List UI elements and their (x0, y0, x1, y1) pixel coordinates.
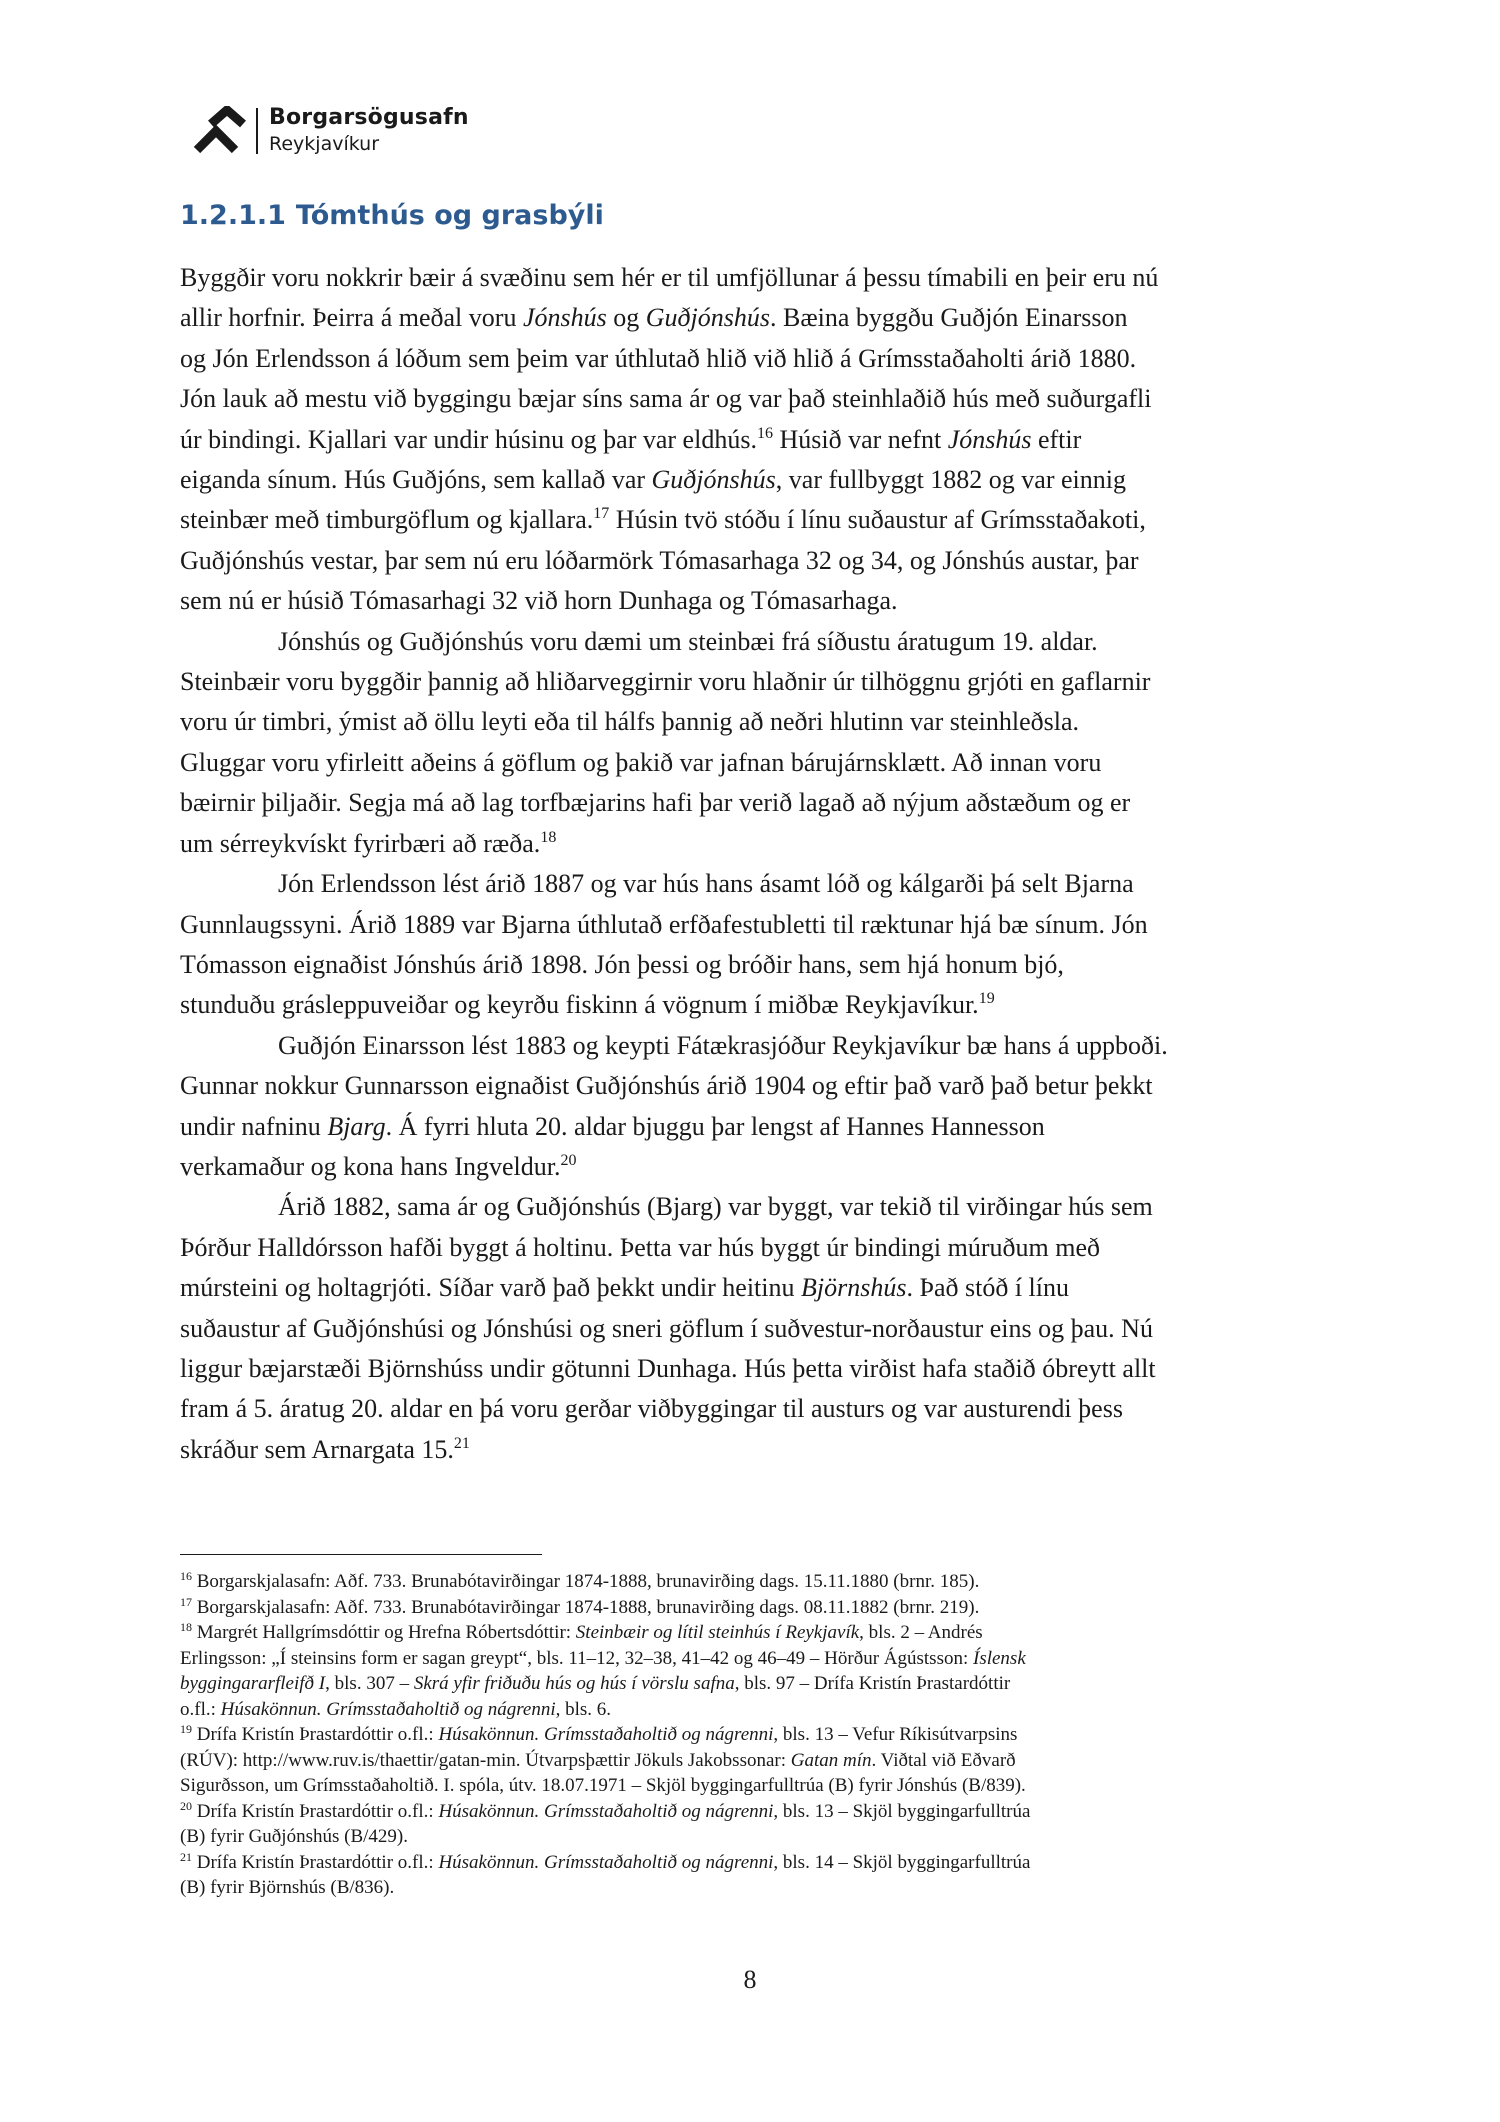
body-line (180, 1268, 1330, 1308)
footnote-line (180, 1671, 1330, 1697)
footnote-line (180, 1595, 1330, 1621)
text-run: , bls. 13 – Vefur Ríkisútvarpsins (773, 1724, 1018, 1745)
italic-text: Guðjónshús (645, 303, 770, 333)
text-run: stunduðu grásleppuveiðar og keyrðu fiskinn á vögnum í miðbæ Reykjavíkur. (180, 990, 979, 1020)
footnote-line (180, 1722, 1330, 1748)
body-line (180, 420, 1330, 460)
page-number: 8 (743, 1965, 757, 1994)
text-run: Gluggar voru yfirleitt aðeins á göflum og þakið var jafnan bárujárnsklætt. Að innan voru (180, 747, 1102, 777)
body-line (180, 1349, 1330, 1389)
body-line (180, 1107, 1330, 1147)
text-run: Þórður Halldórsson hafði byggt á holtinu. Þetta var hús byggt úr bindingi múruðum með (180, 1232, 1101, 1262)
footnote-ref: 16 (180, 1569, 192, 1583)
body-line (180, 500, 1330, 540)
footnote-ref: 19 (180, 1722, 192, 1736)
section-title: Tómthús og grasbýli (295, 200, 604, 231)
text-run: voru úr timbri, ýmist að öllu leyti eða til hálfs þannig að neðri hlutinn var steinhleðsla. (180, 707, 1079, 737)
body-line (180, 298, 1330, 338)
body-line (180, 1187, 1330, 1227)
footnote-ref: 21 (180, 1849, 192, 1864)
text-run: Erlingsson: „Í steinsins form er sagan greypt“, bls. 11–12, 32–38, 41–42 og 46–49 – Hörður Ágústsson: (180, 1647, 973, 1669)
text-run: (RÚV): http://www.ruv.is/thaettir/gatan-min. Útvarpsþættir Jökuls Jakobssonar: (180, 1749, 791, 1771)
italic-text: Steinbæir og lítil steinhús í Reykjavík (575, 1622, 860, 1643)
italic-text: Guðjónshús (651, 465, 776, 495)
text-run: Drífa Kristín Þrastardóttir o.fl.: (192, 1851, 439, 1873)
text-run: bæirnir þiljaðir. Segja má að lag torfbæjarins hafi þar verið lagað að nýjum aðstæðum og er (180, 788, 1131, 818)
footnotes (180, 1569, 1330, 1901)
text-run: Borgarskjalasafn: Aðf. 733. Brunabótavirðingar 1874-1888, brunavirðing dags. 15.11.1880 (brnr. 185). (192, 1571, 980, 1592)
logo-name: Borgarsögusafn (269, 105, 469, 130)
text-run: . Viðtal við Eðvarð (871, 1749, 1016, 1771)
body-line (180, 581, 1330, 621)
body-line (180, 743, 1330, 783)
text-run: Jón Erlendsson lést árið 1887 og var hús hans ásamt lóð og kálgarði þá selt Bjarna (278, 869, 1134, 899)
footnote-line (180, 1697, 1330, 1723)
text-run: , bls. 307 – (325, 1673, 414, 1694)
body-line (180, 622, 1330, 662)
body-line (180, 1066, 1330, 1106)
body-line (180, 541, 1330, 581)
body-line (180, 905, 1330, 945)
italic-text: Húsakönnun. Grímsstaðaholtið og nágrenni (220, 1698, 556, 1720)
chevron-logo-icon (193, 106, 249, 154)
body-line (180, 985, 1330, 1025)
footnote-line (180, 1824, 1330, 1850)
body-line (180, 1228, 1330, 1268)
text-run: Árið 1882, sama ár og Guðjónshús (Bjarg) var byggt, var tekið til virðingar hús sem (278, 1192, 1153, 1222)
body-text (180, 258, 1330, 1470)
body-line (180, 783, 1330, 823)
italic-text: Jónshús (947, 424, 1032, 454)
footnote-ref: 16 (756, 424, 773, 442)
footnote-line (180, 1748, 1330, 1774)
italic-text: Íslensk (973, 1647, 1026, 1669)
text-run: Jónshús og Guðjónshús voru dæmi um steinbæi frá síðustu áratugum 19. aldar. (278, 626, 1098, 656)
footnote-ref: 20 (180, 1798, 192, 1813)
text-run: , bls. 97 – Drífa Kristín Þrastardóttir (734, 1673, 1011, 1694)
text-run: skráður sem Arnargata 15. (180, 1434, 454, 1464)
italic-text: Húsakönnun. Grímsstaðaholtið og nágrenni (438, 1724, 774, 1745)
text-run: . Á fyrri hluta 20. aldar bjuggu þar lengst af Hannes Hannesson (385, 1111, 1045, 1141)
logo-subtitle: Reykjavíkur (269, 133, 380, 155)
body-line (180, 824, 1330, 864)
text-run: suðaustur af Guðjónshúsi og Jónshúsi og sneri göflum í suðvestur-norðaustur eins og þau. Nú (180, 1313, 1153, 1343)
text-run: fram á 5. áratug 20. aldar en þá voru gerðar viðbyggingar til austurs og var austurendi þess (180, 1394, 1123, 1424)
footnote-ref: 17 (593, 505, 610, 523)
text-run: og Jón Erlendsson á lóðum sem þeim var úthlutað hlið við hlið á Grímsstaðaholti árið 1880. (180, 343, 1137, 373)
text-run: og (606, 303, 646, 333)
text-run: Drífa Kristín Þrastardóttir o.fl.: (192, 1800, 439, 1822)
italic-text: Björnshús (801, 1273, 907, 1303)
text-run: . Það stóð í línu (906, 1273, 1069, 1303)
text-run: , var fullbyggt 1882 og var einnig (775, 465, 1126, 495)
text-run: Jón lauk að mestu við byggingu bæjar síns sama ár og var það steinhlaðið hús með suðurgafli (180, 384, 1152, 414)
body-line (180, 864, 1330, 904)
body-line (180, 1147, 1330, 1187)
footnote-line (180, 1646, 1330, 1672)
body-line (180, 945, 1330, 985)
footnote-ref: 18 (180, 1620, 192, 1634)
text-run: Margrét Hallgrímsdóttir og Hrefna Róbertsdóttir: (192, 1622, 576, 1643)
body-line (180, 662, 1330, 702)
body-line (180, 1389, 1330, 1429)
body-line (180, 1026, 1330, 1066)
italic-text: Gatan mín (790, 1749, 872, 1771)
text-run: múrsteini og holtagrjóti. Síðar varð það þekkt undir heitinu (180, 1273, 802, 1303)
text-run: , bls. 14 – Skjöl byggingarfulltrúa (773, 1851, 1031, 1873)
text-run: , bls. 6. (555, 1698, 612, 1720)
footnote-line (180, 1620, 1330, 1646)
italic-text: Jónshús (522, 303, 607, 333)
text-run: Drífa Kristín Þrastardóttir o.fl.: (192, 1724, 439, 1745)
text-run: (B) fyrir Björnshús (B/836). (180, 1877, 395, 1898)
text-run: , bls. 13 – Skjöl byggingarfulltrúa (773, 1800, 1031, 1822)
body-line (180, 702, 1330, 742)
text-run: allir horfnir. Þeirra á meðal voru (180, 303, 523, 333)
text-run: Gunnlaugssyni. Árið 1889 var Bjarna úthlutað erfðafestubletti til ræktunar hjá bæ sínum. Jón (180, 909, 1148, 939)
text-run: o.fl.: (180, 1698, 221, 1720)
text-run: Guðjón Einarsson lést 1883 og keypti Fátækrasjóður Reykjavíkur bæ hans á uppboði. (278, 1030, 1168, 1060)
text-run: Byggðir voru nokkrir bæir á svæðinu sem hér er til umfjöllunar á þessu tímabili en þeir eru nú (180, 263, 1159, 292)
footnote-ref: 20 (560, 1151, 577, 1169)
museum-logo (193, 104, 493, 160)
italic-text: Húsakönnun. Grímsstaðaholtið og nágrenni (438, 1800, 774, 1822)
footnote-line (180, 1569, 1330, 1595)
text-run: Borgarskjalasafn: Aðf. 733. Brunabótavirðingar 1874-1888, brunavirðing dags. 08.11.1882 (brnr. 219). (192, 1596, 980, 1618)
text-run: , bls. 2 – Andrés (859, 1622, 983, 1643)
section-heading (180, 200, 604, 231)
italic-text: Húsakönnun. Grímsstaðaholtið og nágrenni (438, 1851, 774, 1873)
text-run: Gunnar nokkur Gunnarsson eignaðist Guðjónshús árið 1904 og eftir það varð það betur þekkt (180, 1071, 1153, 1101)
body-line (180, 379, 1330, 419)
text-run: Húsin tvö stóðu í línu suðaustur af Grímsstaðakoti, (609, 505, 1146, 535)
body-line (180, 1430, 1330, 1470)
italic-text: Skrá yfir friðuðu hús og hús í vörslu safna (413, 1673, 735, 1694)
footnote-line (180, 1850, 1330, 1876)
text-run: liggur bæjarstæði Björnshúss undir götunni Dunhaga. Hús þetta virðist hafa staðið óbreytt allt (180, 1353, 1156, 1383)
footnote-ref: 19 (978, 990, 995, 1008)
text-run: Guðjónshús vestar, þar sem nú eru lóðarmörk Tómasarhaga 32 og 34, og Jónshús austar, þar (180, 545, 1139, 575)
italic-text: byggingararfleifð I (180, 1673, 326, 1694)
text-run: Tómasson eignaðist Jónshús árið 1898. Jón þessi og bróðir hans, sem hjá honum bjó, (180, 949, 1064, 979)
text-run: Húsið var nefnt (772, 424, 948, 454)
body-line (180, 460, 1330, 500)
text-run: . Bæina byggðu Guðjón Einarsson (769, 303, 1128, 333)
text-run: Steinbæir voru byggðir þannig að hliðarveggirnir voru hlaðnir úr tilhöggnu grjóti en gaflarnir (180, 667, 1151, 697)
italic-text: Bjarg (327, 1111, 386, 1141)
footnote-ref: 18 (540, 828, 557, 846)
footnote-separator (180, 1554, 542, 1555)
text-run: steinbær með timburgöflum og kjallara. (180, 505, 594, 535)
section-number: 1.2.1.1 (180, 200, 286, 231)
text-run: eiganda sínum. Hús Guðjóns, sem kallað var (180, 465, 652, 495)
body-line (180, 258, 1330, 298)
body-line (180, 1309, 1330, 1349)
logo-divider (256, 108, 258, 154)
text-run: um sérreykvískt fyrirbæri að ræða. (180, 828, 541, 858)
text-run: eftir (1031, 424, 1082, 454)
footnote-line (180, 1799, 1330, 1825)
footnote-ref: 17 (180, 1594, 192, 1609)
text-run: Sigurðsson, um Grímsstaðaholtið. I. spóla, útv. 18.07.1971 – Skjöl byggingarfulltrúa (B) fyrir Jónshús (B/839). (180, 1775, 1026, 1796)
text-run: sem nú er húsið Tómasarhagi 32 við horn Dunhaga og Tómasarhaga. (180, 586, 898, 616)
body-line (180, 339, 1330, 379)
text-run: (B) fyrir Guðjónshús (B/429). (180, 1826, 408, 1847)
footnote-line (180, 1875, 1330, 1901)
text-run: undir nafninu (180, 1111, 328, 1141)
footnote-line (180, 1773, 1330, 1799)
text-run: úr bindingi. Kjallari var undir húsinu og þar var eldhús. (180, 424, 757, 454)
footnote-ref: 21 (453, 1434, 470, 1452)
text-run: verkamaður og kona hans Ingveldur. (180, 1151, 561, 1181)
